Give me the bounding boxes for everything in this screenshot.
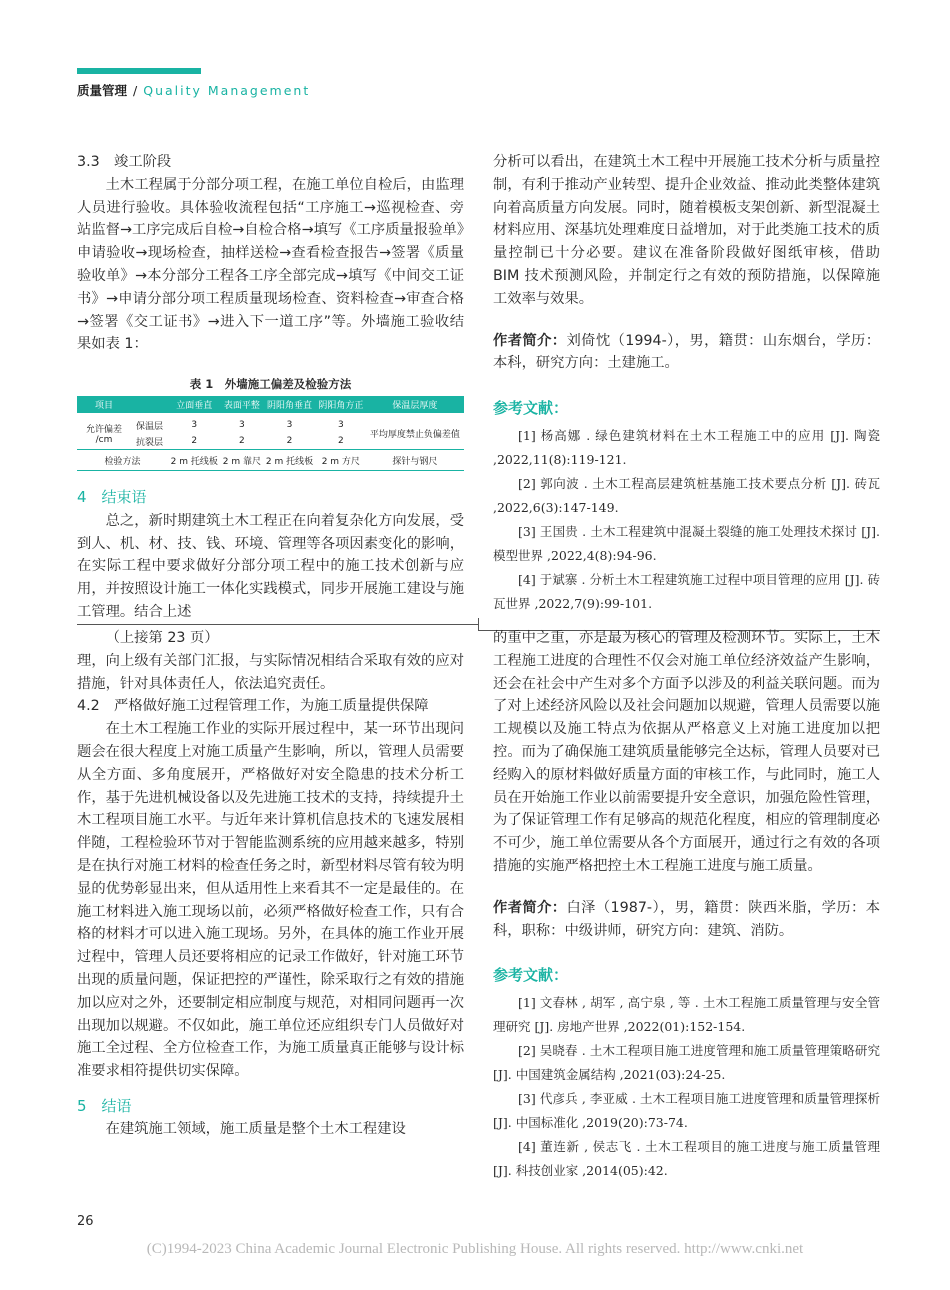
paragraph-5: 在建筑施工领域，施工质量是整个土木工程建设 [105,1120,406,1137]
references-title: 参考文献： [493,966,569,985]
table-cell: 3 [239,420,245,430]
table-cell-note: 平均厚度禁止负偏差值 [369,429,460,440]
references-title: 参考文献： [493,399,569,418]
lower-left-column [77,627,464,1141]
author-label: 作者简介： [493,899,567,916]
table-cell: 3 [191,420,198,430]
table-cell: 2 [337,436,344,446]
paragraph-continued: 理，向上级有关部门汇报，与实际情况相结合采取有效的应对措施，针对具体责任人，依法追究责任。 [77,652,464,692]
table-cell: 2 m 靠尺 [220,450,263,471]
heading-3-3: 3.3 竣工阶段 [77,154,172,170]
table-header-col: 立面垂直 [168,396,220,413]
author-bio [493,330,880,376]
author-bio [493,897,880,943]
table-row [77,413,464,433]
table-cell: 2 m 托线板 [263,450,315,471]
table-cell: 2 [191,436,198,446]
table-header-item: 项目 [77,396,131,413]
header-section-cn: 质量管理 [77,83,128,98]
running-header [77,81,310,99]
upper-left-column [77,151,464,356]
paragraph-3-3: 土木工程属于分部分项工程，在施工单位自检后，由监理人员进行验收。具体验收流程包括“工序施工→巡视检查、旁站监督→工序完成后自检→自检合格→填写《工序质量报验单》申请验收→现场检查，抽样送检→查看检查报告→签署《质量验收单》→本分部分工程各工序全部完成→填写《中间交工证书》→申请分部分项工程质量现场检查、资料检查→审查合格→签署《交工证书》→进入下一道工序”等。外墙施工验收结果如表 1： [77,176,464,353]
table-cell: 2 m 方尺 [316,450,366,471]
author-label: 作者简介： [493,332,567,349]
heading-4: 4 结束语 [77,488,147,506]
table-cell: 2 m 托线板 [168,450,220,471]
author-text: 刘倚忱（1994-），男，籍贯：山东烟台，学历：本科，研究方向：土建施工。 [493,332,880,372]
table-header-col: 阴阳角方正 [316,396,366,413]
reference-item: [3] 代彦兵 , 李亚威 . 土木工程项目施工进度管理和质量管理探析 [J]. 中国标准化 ,2019(20):73-74. [493,1091,880,1131]
table-header-row [77,396,464,413]
table-header-blank [131,396,168,413]
table-row [77,450,464,471]
table-row-label: 允许偏差 /cm [85,424,122,445]
upper-right-column [493,151,880,616]
paragraph-conclusion: 分析可以看出，在建筑土木工程中开展施工技术分析与质量控制，有利于推动产业转型、提升企业效益、推动此类整体建筑向着高质量方向发展。同时，随着模板支架创新、新型混凝土材料应用、深基坑处理难度日益增加，对于此类施工技术的质量控制已十分必要。建议在准备阶段做好图纸审核，借助 BIM 技术预测风险，并制定行之有效的预防措施，以保障施工效率与效果。 [493,154,880,307]
table-cell: 3 [337,420,344,430]
author-text: 白泽（1987-），男，籍贯：陕西米脂，学历：本科，职称：中级讲师，研究方向：建筑、消防。 [493,899,880,939]
table-cell: 3 [286,420,293,430]
section-divider-left [77,624,479,625]
table-cell: 抗裂层 [135,437,163,448]
table-1 [77,396,464,471]
reference-item: [4] 董连新 , 侯志飞 . 土木工程项目的施工进度与施工质量管理 [J]. 科技创业家 ,2014(05):42. [493,1139,880,1179]
header-section-en: Quality Management [143,83,311,98]
paragraph-4-2: 在土木工程施工作业的实际开展过程中，某一环节出现问题会在很大程度上对施工质量产生影响，所以，管理人员需要从全方面、多角度展开，严格做好对安全隐患的技术分析工作，基于先进机械设备以及先进施工技术的支持，持续提升土木工程项目施工水平。与近年来计算机信息技术的飞速发展相伴随，工程检验环节对于智能监测系统的应用越来越多，特别是在执行对施工材料的检查任务之时，新型材料尽管有较为明显的优势彰显出来，但从适用性上来看其不一定是最佳的。在施工材料进入施工现场以前，必须严格做好检查工作，只有合格的材料才可以进入施工现场。另外，在具体的施工作业开展过程中，管理人员还要将相应的记录工作做好，针对施工环节出现的质量问题，保证把控的严谨性，除采取行之有效的措施加以应对之外，还要制定相应制度与规范，对相同问题再一次出现加以规避。不仅如此，施工单位还应组织专门人员做好对施工全过程、全方位检查工作，为施工质量真正能够与设计标准要求相符提供切实保障。 [77,721,464,1080]
reference-item: [1] 杨高娜 . 绿色建筑材料在土木工程施工中的应用 [J]. 陶瓷 ,2022,11(8):119-121. [493,427,880,467]
table-1-caption: 表 1 外墙施工偏差及检验方法 [189,377,352,391]
reference-item: [4] 于斌寨 . 分析土木工程建筑施工过程中项目管理的应用 [J]. 砖瓦世界 ,2022,7(9):99-101. [493,571,880,611]
table-cell: 检验方法 [77,450,168,471]
header-accent-bar [77,68,201,74]
lower-right-column [493,627,880,1183]
heading-4-2: 4.2 严格做好施工过程管理工作，为施工质量提供保障 [77,698,429,715]
table-cell: 2 [239,436,245,446]
upper-left-column-b [77,486,464,624]
table-cell: 探针与钢尺 [366,450,464,471]
reference-item: [2] 郭向波 . 土木工程高层建筑桩基施工技术要点分析 [J]. 砖瓦 ,2022,6(3):147-149. [493,475,880,515]
reference-item: [2] 吴晓春 . 土木工程项目施工进度管理和施工质量管理策略研究 [J]. 中国建筑金属结构 ,2021(03):24-25. [493,1043,880,1083]
table-cell: 保温层 [135,421,163,432]
page-number: 26 [77,1214,94,1229]
reference-item: [3] 王国贵 . 土木工程建筑中混凝土裂缝的施工处理技术探讨 [J]. 模型世界 ,2022,4(8):94-96. [493,523,880,563]
table-header-col: 保温层厚度 [366,396,464,413]
references-list [493,424,880,616]
copyright-watermark: (C)1994-2023 China Academic Journal Electronic Publishing House. All rights reserved. http://www.cnki.net [146,1241,804,1257]
header-separator: / [133,83,138,98]
heading-5: 5 结语 [77,1096,132,1115]
table-header-col: 阴阳角垂直 [263,396,315,413]
paragraph-lower-right: 的重中之重，亦是最为核心的管理及检测环节。实际上，土木工程施工进度的合理性不仅会对施工单位经济效益产生影响，还会在社会中产生对多个方面予以涉及的利益关联问题。而为了对上述经济风险以及社会问题加以规避，管理人员需要以施工规模以及施工特点为依据从严格意义上对施工进度加以把控。而为了确保施工建筑质量能够完全达标，管理人员要对已经购入的原材料做好质量方面的审核工作，与此同时，施工人员在开始施工作业以前需要提升安全意识，加强危险性管理，为了保证管理工作有足够高的规范化程度，相应的管理制度必不可少，施工单位需要从各个方面展开，通过行之有效的各项措施的实施严格把控土木工程施工进度与施工质量。 [493,630,880,874]
table-cell: 2 [286,436,293,446]
continued-note: （上接第 23 页） [105,630,219,646]
table-header-col: 表面平整 [220,396,263,413]
references-list [493,991,880,1183]
reference-item: [1] 文春林 , 胡军 , 高宁泉 , 等 . 土木工程施工质量管理与安全管理研究 [J]. 房地产世界 ,2022(01):152-154. [493,995,880,1035]
paragraph-4: 总之，新时期建筑土木工程正在向着复杂化方向发展，受到人、机、材、技、钱、环境、管理等各项因素变化的影响，在实际工程中要求做好分部分项工程中的施工技术创新与应用，并按照设计施工一体化实践模式，同步开展施工建设与施工管理。结合上述 [77,512,464,620]
